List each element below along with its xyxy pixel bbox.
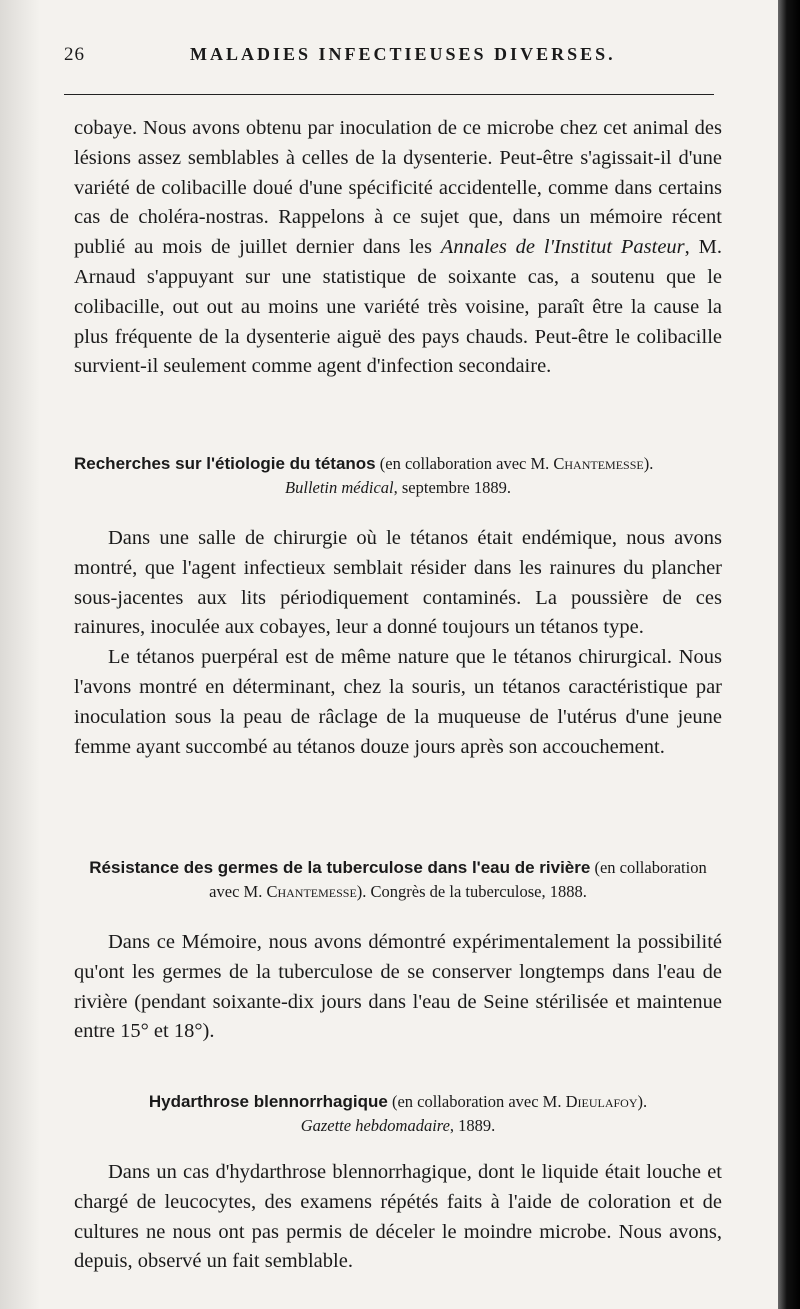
intro-text-start: cobaye. Nous avons obtenu par inoculation de ce microbe chez cet animal des lésions assez semblables à celles de la dysenterie. Peut-être s'agissait-il d'une variété de colibacille doué d'une spécificité accidentelle, comme dans certains cas de choléra-nostras. Rappelons à ce sujet que, dans un mémoire récent publié au mois de juillet dernier dans les [74,117,722,259]
body-paragraph [74,524,722,643]
tuberculose-body [74,928,722,1047]
section-heading [74,856,722,904]
source-name: Gazette hebdomadaire [300,1116,450,1135]
page-number: 26 [64,44,85,65]
collab-prefix: (en collaboration avec M. [387,1092,566,1111]
body-paragraph [74,1158,722,1277]
source-name: Bulletin médical [285,478,394,497]
source-date: , septembre 1889. [393,478,511,497]
collab-suffix: ). [643,454,654,473]
section-title: Hydarthrose blennorrhagique [148,1092,388,1111]
body-paragraph [74,928,722,1047]
collaborator-name: Dieulafoy [565,1092,638,1111]
paragraph-text: Dans un cas d'hydarthrose blennorrhagique, dont le liquide était louche et chargé de leucocytes, des examens répétés faits à l'aide de coloration et de cultures ne nous ont pas permis de déceler le moindre microbe. Nous avons, depuis, observé un fait semblable. [74,1161,722,1273]
running-title: MALADIES INFECTIEUSES DIVERSES. [190,44,616,64]
section-title: Résistance des germes de la tuberculose dans l'eau de rivière [89,858,591,877]
page-header [64,44,714,74]
header-rule [64,94,714,95]
section-heading [74,1090,722,1114]
body-paragraph [74,643,722,762]
section-tuberculose [74,856,722,904]
collab-suffix: ). Congrès de la tuberculose, 1888. [356,882,587,901]
section-source [74,1114,722,1138]
journal-name: Annales de l'Institut Pasteur [440,236,685,259]
collab-prefix: (en collaboration avec M. [375,454,554,473]
hydarthrose-body [74,1158,722,1277]
paragraph-text: Le tétanos puerpéral est de même nature que le tétanos chirurgical. Nous l'avons montré en déterminant, chez la souris, un tétanos caractéristique par inoculation sous la peau de râclage de la muqueuse de l'utérus d'une jeune femme ayant succombé au tétanos douze jours après son accouchement. [74,646,722,758]
paragraph-text: Dans ce Mémoire, nous avons démontré expérimentalement la possibilité qu'ont les germes de la tuberculose de se conserver longtemps dans l'eau de rivière (pendant soixante-dix jours dans l'eau de Seine stérilisée et maintenue entre 15° et 18°). [74,931,722,1043]
intro-block [74,114,722,382]
intro-text-end: , M. Arnaud s'appuyant sur une statistique de soixante cas, a soutenu que le colibacille, out out au moins une variété très voisine, paraît être la cause la plus fréquente de la dysenterie aiguë des pays chauds. Peut-être le colibacille survient-il seulement comme agent d'infection secondaire. [74,236,722,378]
collab-prefix: (en collaboration avec M. [209,858,707,901]
section-heading [74,452,722,476]
page-edge-right [778,0,800,1309]
section-source [74,476,722,500]
tetanos-body [74,524,722,762]
collab-suffix: ). [637,1092,648,1111]
collaborator-name: Chantemesse [266,882,357,901]
collaborator-name: Chantemesse [553,454,644,473]
section-tetanos [74,452,722,500]
page-shadow-left [0,0,40,1309]
section-title: Recherches sur l'étiologie du tétanos [74,454,376,473]
intro-paragraph [74,114,722,382]
section-hydarthrose [74,1090,722,1138]
source-date: , 1889. [449,1116,496,1135]
paragraph-text: Dans une salle de chirurgie où le tétanos était endémique, nous avons montré, que l'agent infectieux semblait résider dans les rainures du plancher sous-jacentes aux lits périodiquement contaminés. La poussière de ces rainures, inoculée aux cobayes, leur a donné toujours un tétanos type. [74,527,722,639]
